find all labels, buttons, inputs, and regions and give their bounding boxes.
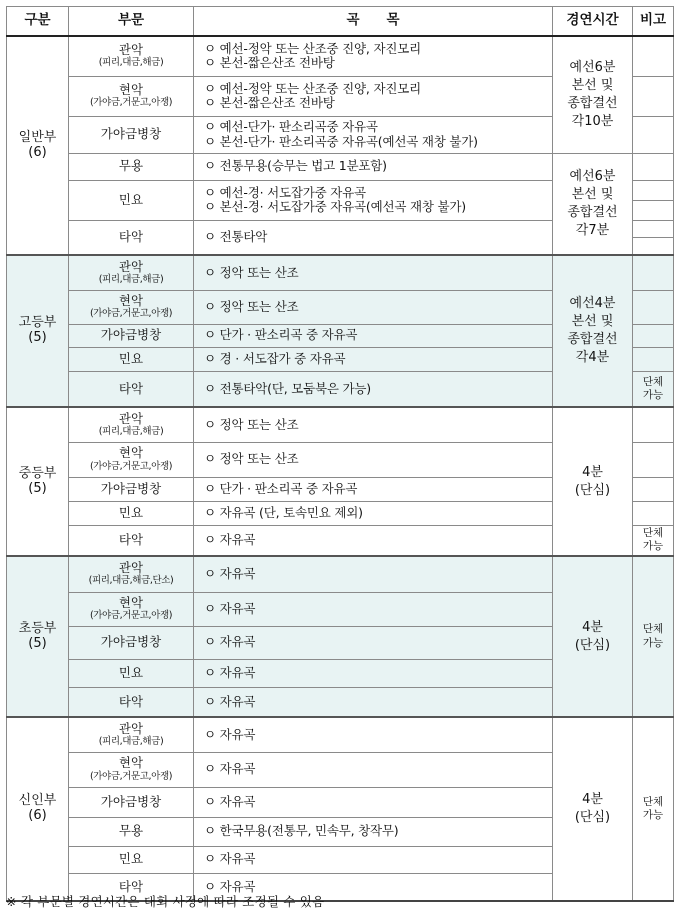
division-cell [69, 220, 194, 255]
section-middle [7, 407, 674, 556]
division-name: 현악 [118, 594, 144, 610]
pieces-cell [194, 36, 553, 76]
pieces-cell [194, 626, 553, 659]
division-name: 민요 [118, 350, 144, 366]
pieces-cell [194, 501, 553, 525]
division-name: 가야금병창 [100, 327, 162, 343]
time-line: 각10분 [571, 113, 614, 129]
pieces-cell [194, 752, 553, 787]
division-name: 가야금병창 [100, 126, 162, 142]
competition-schedule-table [6, 6, 674, 902]
section-newcomer [7, 717, 674, 901]
division-name: 현악 [118, 755, 144, 771]
pieces-cell [194, 371, 553, 407]
table-row [7, 717, 674, 752]
time-line: (단심) [574, 482, 611, 498]
division-name: 타악 [118, 878, 144, 894]
group-count: (5) [28, 635, 47, 651]
time-cell [553, 407, 633, 556]
division-name: 현악 [118, 81, 144, 97]
piece-line: ㅇ 자유곡 [204, 878, 256, 894]
piece-line: ㅇ 본선-짧은산조 전바탕 [204, 55, 335, 71]
time-line: 4분 [582, 464, 603, 480]
group-name: 일반부 [18, 129, 57, 145]
group-name: 고등부 [18, 315, 57, 331]
table-row [7, 36, 674, 76]
piece-line: ㅇ 정악 또는 산조 [204, 451, 299, 467]
pieces-cell [194, 255, 553, 290]
division-name: 관악 [118, 560, 144, 576]
group-count: (5) [28, 480, 47, 496]
piece-line: ㅇ 예선-단가· 판소리곡중 자유곡 [204, 119, 378, 135]
division-cell [69, 717, 194, 752]
division-sub: (피리,대금,해금) [98, 273, 164, 285]
piece-line: ㅇ 예선-정악 또는 산조중 진양, 자진모리 [204, 80, 421, 96]
division-name: 가야금병창 [100, 634, 162, 650]
piece-line: ㅇ 자유곡 [204, 851, 256, 867]
time-line: 종합결선 [567, 332, 618, 347]
pieces-cell [194, 659, 553, 687]
group-count: (6) [28, 808, 47, 823]
division-sub: (가야금,거문고,아쟁) [89, 97, 173, 109]
piece-line: ㅇ 자유곡 [204, 693, 256, 709]
piece-line: ㅇ 자유곡 [204, 793, 256, 809]
piece-line: ㅇ 자유곡 [204, 634, 256, 650]
table-row [7, 556, 674, 592]
piece-line: ㅇ 정악 또는 산조 [204, 298, 299, 314]
division-sub: (피리,대금,해금) [98, 735, 164, 747]
piece-line: ㅇ 단가 · 판소리곡 중 자유곡 [204, 480, 358, 496]
division-cell [69, 501, 194, 525]
section-elementary [7, 556, 674, 717]
piece-line: ㅇ 본선-경· 서도잡가중 자유곡(예선곡 재창 불가) [204, 199, 466, 214]
piece-line: ㅇ 전통타악(단, 모둠북은 가능) [204, 380, 371, 396]
division-cell [69, 36, 194, 76]
note-line: 가능 [642, 636, 664, 649]
division-cell [69, 255, 194, 290]
note-cell [633, 556, 674, 717]
pieces-cell [194, 687, 553, 717]
header-division: 부문 [69, 7, 194, 37]
pieces-cell [194, 556, 553, 592]
division-cell [69, 626, 194, 659]
division-cell [69, 846, 194, 873]
group-name: 중등부 [18, 465, 57, 481]
note-line: 가능 [642, 388, 664, 401]
piece-line: ㅇ 자유곡 [204, 761, 256, 777]
group-cell [7, 717, 69, 901]
division-name: 타악 [118, 693, 144, 709]
division-cell [69, 817, 194, 846]
division-cell [69, 787, 194, 817]
time-line: 4분 [582, 619, 603, 635]
division-cell [69, 592, 194, 626]
pieces-cell [194, 442, 553, 477]
time-cell [553, 717, 633, 901]
piece-line: ㅇ 예선-경· 서도잡가중 자유곡 [204, 184, 366, 200]
pieces-cell [194, 290, 553, 324]
note-cell [633, 180, 674, 200]
division-sub: (피리,대금,해금) [98, 425, 164, 437]
division-cell [69, 442, 194, 477]
division-cell [69, 347, 194, 371]
time-line: 예선6분 [569, 59, 616, 75]
piece-line: ㅇ 본선-단가· 판소리곡중 자유곡(예선곡 재창 불가) [204, 133, 478, 149]
note-cell [633, 237, 674, 255]
piece-line: ㅇ 전통무용(승무는 법고 1분포함) [204, 158, 387, 174]
note-cell [633, 525, 674, 556]
note-cell [633, 220, 674, 237]
pieces-cell [194, 787, 553, 817]
piece-line: ㅇ 자유곡 [204, 600, 256, 616]
division-name: 관악 [118, 42, 144, 58]
time-line: 종합결선 [567, 95, 618, 111]
piece-line: ㅇ 본선-짧은산조 전바탕 [204, 95, 335, 110]
division-cell [69, 752, 194, 787]
division-name: 관악 [118, 258, 144, 274]
piece-line: ㅇ 자유곡 [204, 566, 256, 582]
note-line: 단체 [642, 623, 664, 636]
note-line: 가능 [642, 809, 664, 821]
note-cell [633, 347, 674, 371]
piece-line: ㅇ 경 · 서도잡가 중 자유곡 [204, 350, 346, 366]
header-pieces: 곡 목 [194, 7, 553, 37]
pieces-cell [194, 324, 553, 347]
division-cell [69, 659, 194, 687]
note-cell [633, 501, 674, 525]
division-cell [69, 407, 194, 442]
pieces-cell [194, 153, 553, 180]
time-cell [553, 556, 633, 717]
note-cell [633, 36, 674, 76]
group-name: 신인부 [18, 793, 57, 809]
note-cell [633, 255, 674, 290]
header-row [7, 7, 674, 37]
table-row [7, 255, 674, 290]
division-name: 관악 [118, 410, 144, 426]
division-name: 관악 [118, 720, 144, 736]
piece-line: ㅇ 한국무용(전통무, 민속무, 창작무) [204, 823, 399, 839]
note-cell [633, 717, 674, 901]
note-line: 단체 [642, 795, 664, 808]
note-cell [633, 442, 674, 477]
division-name: 타악 [118, 380, 144, 396]
group-cell [7, 255, 69, 407]
pieces-cell [194, 477, 553, 501]
time-line: 본선 및 [571, 314, 614, 330]
piece-line: ㅇ 정악 또는 산조 [204, 264, 299, 280]
group-count: (5) [28, 330, 47, 345]
piece-line: ㅇ 자유곡 [204, 664, 256, 680]
piece-line: ㅇ 예선-정악 또는 산조중 진양, 자진모리 [204, 40, 421, 56]
time-cell [553, 153, 633, 255]
division-name: 무용 [118, 158, 144, 174]
pieces-cell [194, 76, 553, 116]
note-cell [633, 290, 674, 324]
time-line: 각4분 [575, 349, 610, 365]
note-cell [633, 153, 674, 180]
division-name: 민요 [118, 664, 144, 680]
division-sub: (가야금,거문고,아쟁) [89, 460, 173, 472]
pieces-cell [194, 592, 553, 626]
time-cell [553, 255, 633, 407]
piece-line: ㅇ 전통타악 [204, 229, 268, 245]
division-cell [69, 687, 194, 717]
time-line: 각7분 [575, 222, 610, 238]
division-sub: (피리,대금,해금) [98, 57, 164, 69]
pieces-cell [194, 180, 553, 220]
piece-line: ㅇ 자유곡 [204, 532, 256, 548]
note-line: 단체 [642, 375, 664, 388]
pieces-cell [194, 407, 553, 442]
division-cell [69, 525, 194, 556]
time-line: 4분 [582, 792, 603, 808]
header-time: 경연시간 [553, 7, 633, 37]
division-cell [69, 477, 194, 501]
note-cell [633, 76, 674, 116]
pieces-cell [194, 116, 553, 153]
section-high [7, 255, 674, 407]
pieces-cell [194, 846, 553, 873]
division-sub: (가야금,거문고,아쟁) [89, 610, 173, 622]
division-name: 무용 [118, 823, 144, 839]
division-cell [69, 116, 194, 153]
division-name: 현악 [118, 445, 144, 461]
division-name: 민요 [118, 851, 144, 867]
division-cell [69, 290, 194, 324]
division-name: 민요 [118, 504, 144, 520]
piece-line: ㅇ 단가 · 판소리곡 중 자유곡 [204, 327, 358, 343]
division-sub: (피리,대금,해금,단소) [88, 575, 174, 587]
group-count: (6) [28, 144, 47, 160]
section-general [7, 36, 674, 255]
time-line: 예선4분 [569, 296, 616, 312]
pieces-cell [194, 220, 553, 255]
note-cell [633, 407, 674, 442]
division-name: 현악 [118, 292, 144, 308]
pieces-cell [194, 717, 553, 752]
division-sub: (가야금,거문고,아쟁) [89, 308, 173, 320]
division-cell [69, 153, 194, 180]
division-name: 타악 [118, 532, 144, 548]
note-cell [633, 116, 674, 153]
group-cell [7, 36, 69, 255]
header-note: 비고 [633, 7, 674, 37]
pieces-cell [194, 347, 553, 371]
division-name: 가야금병창 [100, 793, 162, 809]
time-line: 본선 및 [571, 77, 614, 93]
time-line: (단심) [574, 637, 611, 653]
division-cell [69, 371, 194, 407]
time-line: (단심) [574, 810, 611, 825]
time-line: 예선6분 [569, 168, 616, 184]
division-name: 타악 [118, 229, 144, 245]
division-cell [69, 556, 194, 592]
pieces-cell [194, 817, 553, 846]
division-cell [69, 180, 194, 220]
note-cell [633, 371, 674, 407]
footnote: ※ 각 부문별 경연시간은 대회 사정에 따라 조정될 수 있음 [6, 894, 325, 909]
time-line: 종합결선 [567, 204, 618, 220]
note-line: 단체 [642, 527, 664, 540]
group-cell [7, 556, 69, 717]
table-row [7, 407, 674, 442]
division-name: 가야금병창 [100, 480, 162, 496]
pieces-cell [194, 525, 553, 556]
time-line: 본선 및 [571, 186, 614, 202]
piece-line: ㅇ 자유곡 (단, 토속민요 제외) [204, 504, 363, 520]
time-cell [553, 36, 633, 153]
note-cell [633, 477, 674, 501]
group-name: 초등부 [18, 620, 57, 636]
header-group: 구분 [7, 7, 69, 37]
group-cell [7, 407, 69, 556]
division-cell [69, 324, 194, 347]
note-cell [633, 200, 674, 220]
division-sub: (가야금,거문고,아쟁) [89, 770, 173, 782]
piece-line: ㅇ 자유곡 [204, 726, 256, 742]
division-cell [69, 76, 194, 116]
division-name: 민요 [118, 191, 144, 207]
note-line: 가능 [642, 540, 664, 553]
piece-line: ㅇ 정악 또는 산조 [204, 416, 299, 432]
table-row [7, 153, 674, 180]
note-cell [633, 324, 674, 347]
